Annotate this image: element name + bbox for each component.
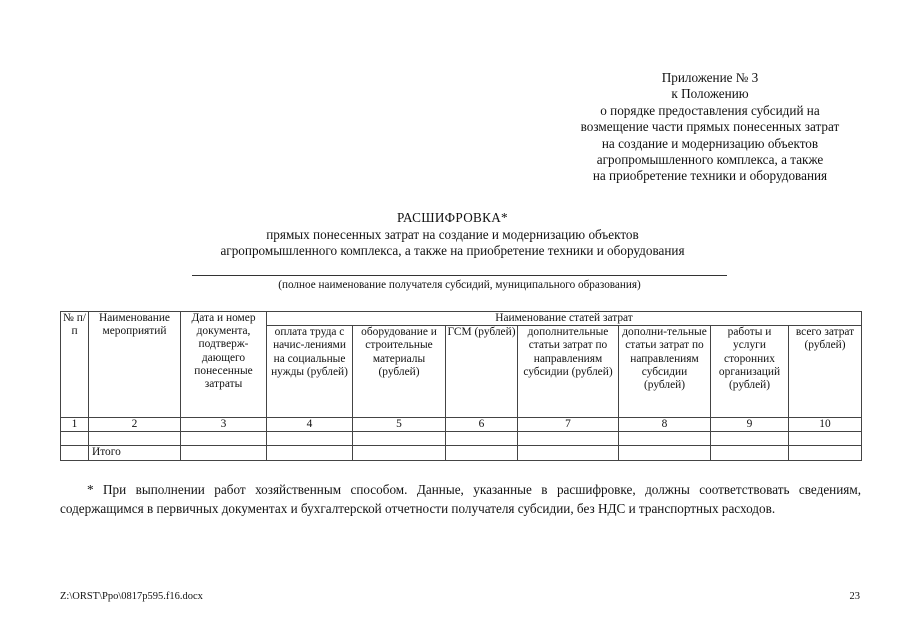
title-line-2: агропромышленного комплекса, а также на приобретение техники и оборудования — [220, 243, 685, 258]
header-cell-no: № п/п — [61, 312, 89, 418]
table-cell — [446, 432, 518, 446]
table-row — [61, 432, 862, 446]
table-cell — [89, 432, 181, 446]
footer-file-path: Z:\ORST\Ppo\0817p595.f16.docx — [60, 591, 203, 602]
table-cell — [61, 446, 89, 460]
table-cell — [353, 432, 446, 446]
column-number: 3 — [181, 418, 267, 432]
table-cell — [267, 432, 353, 446]
page-number: 23 — [849, 591, 860, 602]
header-cell-labor: оплата труда с начис-лениями на социальные нужды (рублей) — [267, 326, 353, 418]
document-title — [0, 210, 905, 260]
column-number: 1 — [61, 418, 89, 432]
header-cell-additional-2: дополни-тельные статьи затрат по направлениям субсидии (рублей) — [619, 326, 711, 418]
header-cell-services: работы и услуги сторонних организаций (рублей) — [711, 326, 789, 418]
title-line-1: прямых понесенных затрат на создание и модернизацию объектов — [266, 226, 639, 242]
total-label: Итого — [89, 446, 181, 460]
table-cell — [353, 446, 446, 460]
column-number-row — [61, 418, 862, 432]
table-row-total — [61, 446, 862, 460]
header-cell-total: всего затрат (рублей) — [789, 326, 862, 418]
table-cell — [446, 446, 518, 460]
header-cell-fuel: ГСМ (рублей) — [446, 326, 518, 418]
table-cell — [619, 432, 711, 446]
column-number: 2 — [89, 418, 181, 432]
table-cell — [711, 446, 789, 460]
column-number: 5 — [353, 418, 446, 432]
appendix-line: агропромышленного комплекса, а также — [596, 152, 824, 168]
table-cell — [518, 432, 619, 446]
recipient-underline — [192, 275, 727, 276]
footnote — [60, 481, 861, 518]
recipient-caption: (полное наименование получателя субсидий, муниципального образования) — [278, 279, 641, 291]
table-cell — [789, 432, 862, 446]
column-number: 9 — [711, 418, 789, 432]
table-cell — [711, 432, 789, 446]
header-cell-name: Наименование мероприятий — [89, 312, 181, 418]
table-cell — [181, 432, 267, 446]
table-cell — [518, 446, 619, 460]
table-cell — [181, 446, 267, 460]
table-cell — [61, 432, 89, 446]
column-number: 6 — [446, 418, 518, 432]
appendix-line: на приобретение техники и оборудования — [592, 168, 828, 184]
column-number: 7 — [518, 418, 619, 432]
appendix-line: о порядке предоставления субсидий на — [600, 102, 820, 118]
table-cell — [619, 446, 711, 460]
title-heading: РАСШИФРОВКА* — [397, 210, 508, 225]
header-cell-equipment: оборудование и строительные материалы (рублей) — [353, 326, 446, 418]
footnote-text: * При выполнении работ хозяйственным способом. Данные, указанные в расшифровке, должны соответствовать сведениям, содержащимся в первичных документах и бухгалтерской отчетности получателя субсидии, без НДС и транспортных расходов. — [60, 482, 861, 516]
column-number: 8 — [619, 418, 711, 432]
header-cell-group: Наименование статей затрат — [267, 312, 862, 326]
table-cell — [789, 446, 862, 460]
header-cell-additional-1: дополнительные статьи затрат по направлениям субсидии (рублей) — [518, 326, 619, 418]
appendix-header — [540, 70, 880, 185]
table-cell — [267, 446, 353, 460]
appendix-line: на создание и модернизацию объектов — [601, 135, 819, 151]
column-number: 10 — [789, 418, 862, 432]
header-cell-doc: Дата и номер документа, подтверж-дающего понесенные затраты — [181, 312, 267, 418]
cost-breakdown-table — [60, 311, 862, 461]
appendix-line: Приложение № 3 — [661, 70, 759, 85]
appendix-line: к Положению — [671, 86, 749, 102]
appendix-line: возмещение части прямых понесенных затрат — [580, 119, 840, 135]
column-number: 4 — [267, 418, 353, 432]
